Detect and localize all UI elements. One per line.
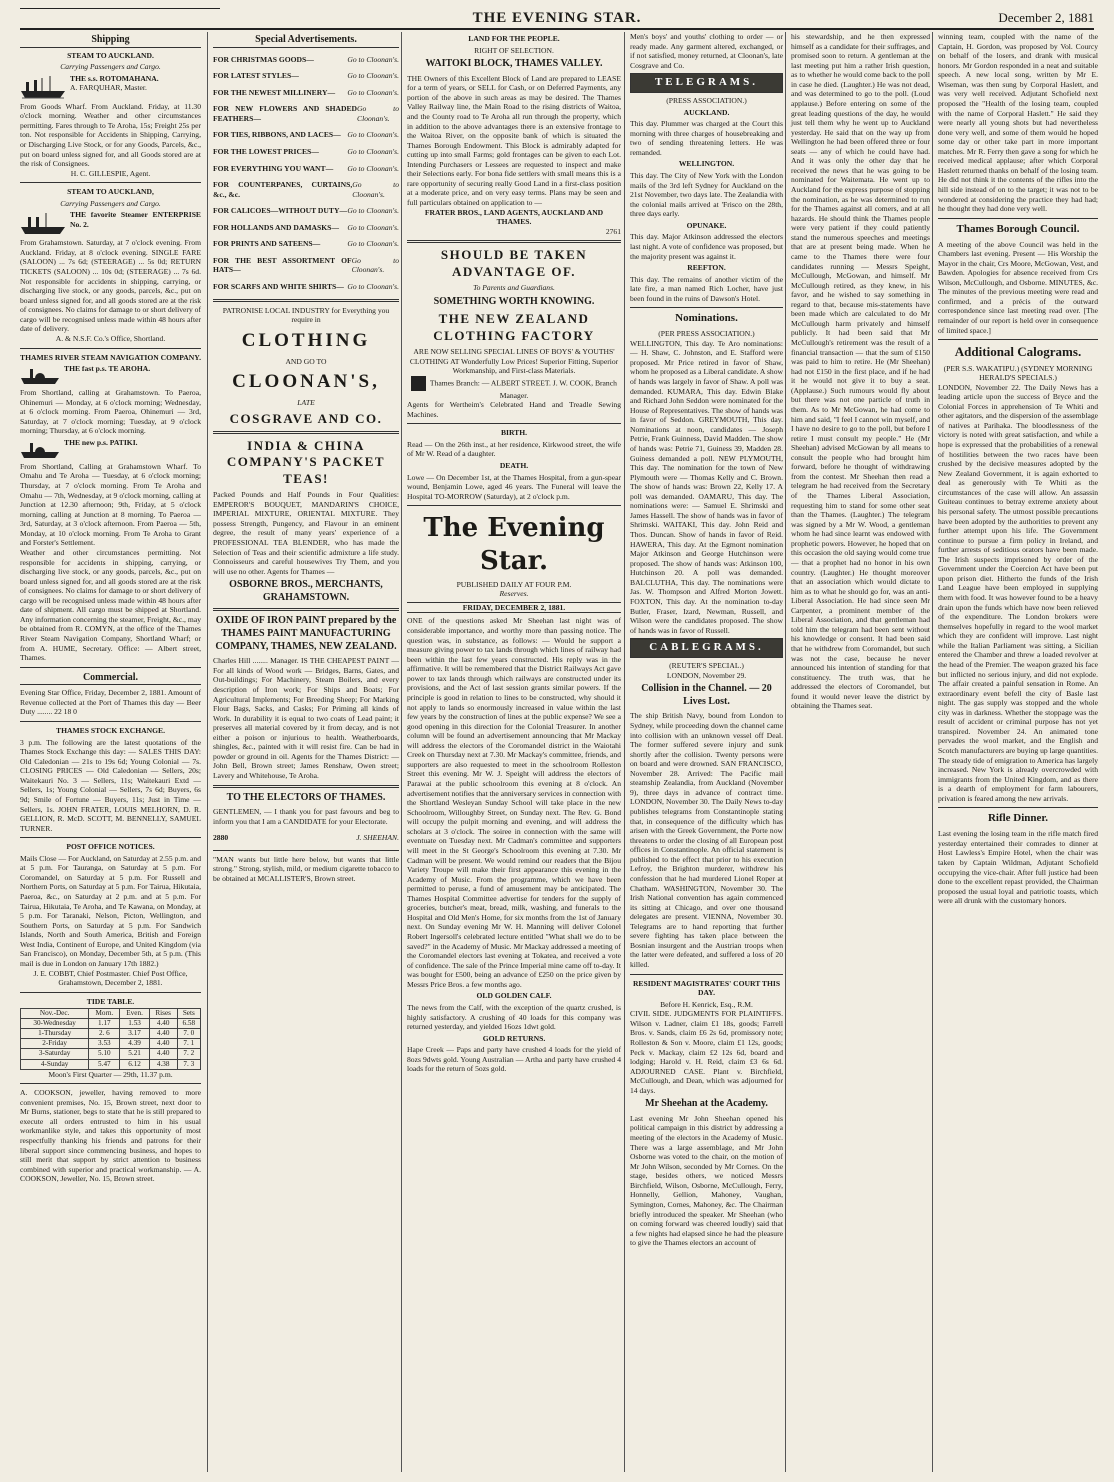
ad-line-item: FOR CHRISTMAS GOODS— bbox=[213, 54, 314, 64]
post-office-body: Mails Close — For Auckland, on Saturday at 2.55 p.m. and at 5 p.m. For Tauranga, on Saturday at 5 p.m. For Coromandel, on Saturday at 5 p.m. For Russell and Northern Ports, on Saturday at 5 p.m. For Tairua, Hikutaia, Paeroa, &c., on Saturday at 2 p.m. and at 5 p.m. For Tairua, Hikutaia, Te Aroha, and Te Kawana, on Monday, at 5 p.m. For Taranaki, Nelson, Picton, Wellington, and Southern Ports, on Saturday at 5 p.m. For Sandwich Islands, North and South America, British and Foreign West India, Continent of Europe, and United Kingdom (via San Francisco), on Monday, December 5th, at 5 p.m. (This mail is due in London on January 17th 1882.) bbox=[20, 853, 201, 968]
tide-cell: 3-Saturday bbox=[21, 1049, 89, 1059]
ad-body: From Goods Wharf. From Auckland. Friday, at 11.30 o'clock morning. Weather and other circumstances permitting. Fares through to Te Aroha, 15s; Freight 25s per ton. Not responsible for Accidents in Shipping, Carrying, or Discharging Live Stock, or for any Goods, Parcels, &c., put on board unless signed for, and all Goods stored are at the risk of Consignees. bbox=[20, 101, 201, 169]
cosgrave-heading: COSGRAVE AND CO. bbox=[229, 410, 383, 426]
divider bbox=[938, 218, 1098, 219]
commercial-heading: Commercial. bbox=[20, 672, 201, 686]
sheehan-body: Last evening Mr John Sheehan opened his political campaign in this district by addressing a meeting of the electors in the Academy of Music. There was a large assemblage, and Mr John Osborne was voted to the chair, on the motion of Mr John Wilson, seconded by Mr Cornes. On the stage, besides others, we noticed Messrs Birchfield, Wilson, Osborne, McCullough, Ferry, Honnelly, Gellion, Mahoney, Vaughan, Symington, Cornes, Mahoney, &c. The Chairman briefly introduced the speaker. Mr Sheehan (who on coming forward was cheered loudly) said that a few nights had elapsed since he had the pleasure to give the Thames electors an account of bbox=[630, 1113, 783, 1248]
auckland-title: AUCKLAND. bbox=[683, 107, 730, 117]
paper-reserves: Reserves. bbox=[499, 589, 529, 599]
cloonan-ad-line bbox=[213, 256, 399, 275]
divider bbox=[20, 667, 201, 668]
ship-name: THE new p.s. PATIKI. bbox=[64, 437, 138, 447]
clothing-notice: Men's boys' and youths' clothing to order — or ready made. Any garment altered, exchanged, or if not satisfied, money returned, at Cloonan's, late Cosgrave and Co. bbox=[630, 32, 783, 70]
cloonan-ad-line bbox=[213, 55, 399, 65]
wellington-title: WELLINGTON. bbox=[678, 159, 735, 169]
tide-cell: 2. 6 bbox=[89, 1029, 120, 1039]
ad-line-shop: Go to Cloonan's. bbox=[347, 206, 399, 216]
clothing-factory-branch bbox=[407, 376, 621, 401]
cloonan-ad-line bbox=[213, 130, 399, 140]
steamer-advert bbox=[20, 364, 201, 386]
cloonan-ad-line bbox=[213, 180, 399, 199]
cablegrams-source: (REUTER'S SPECIAL.) bbox=[669, 661, 744, 671]
ad-line-item: FOR THE NEWEST MILLINERY— bbox=[213, 87, 336, 97]
steamship-icon bbox=[20, 74, 66, 100]
ad-title: STEAM TO AUCKLAND. bbox=[67, 50, 154, 60]
column-special-ads bbox=[207, 32, 403, 1472]
nominations-body: WELLINGTON, This day. Te Aro nominations: — H. Shaw, C. Johnston, and E. Stafford were proposed. Mr Price retired in favor of Shaw, whom he proposed as a Liberal candidate. A show of hands was largely in favor of Shaw. A poll was demanded. KUMARA, This day. Edwin Blake and Richard John Seddon were nominated for the House of Representatives. The show of hands was in favor of Seddon. GREYMOUTH, This day. Nominations at noon, candidates — Joseph Petrie, Frank Guinness, David Madden. The show of hands was: Petrie 71, Guiness 39, Madden 28. Guiness demanded a poll. NEW PLYMOUTH, This day. The nomination for the town of New Plymouth were — Thomas Kelly and C. Brown. The show of hands was: Brown 22, Kelly 17. A poll was demanded. OAMARU, This day. The nominations were: — Samuel E. Shrimski and James Hassell. The show of hands was in favor of Shrimski. WAITAKI, This day. John Reid and Thos. Duncan. Show of hands in favor of Reid. HAWERA, This day. At the Egmont nomination Major Atkinson and George Hutchinson were proposed. The show of hands was: Atkinson 100, Hutchinson 20. A poll was demanded. BALCLUTHA, This day. The nominations were Jas. W. Thompson and Alfred Morton Jowett. FOXTON, This day. At the nomination to-day Butler, Fraser, Izard, Newman, Russell, and Wilson were the candidates proposed. The show of hands was in favor of Russell. bbox=[630, 338, 783, 635]
electors-title: TO THE ELECTORS OF THAMES. bbox=[226, 791, 386, 803]
jeweller-notice: A. COOKSON, jeweller, having removed to more convenient premises, No. 15, Brown street, next door to Mr Burns, stationer, begs to state that he is still prepared to execute all orders entrusted to him in his usual workmanlike style, and takes this opportunity of most respectfully thanking his friends and patrons for their liberal support since commencing business, and hopes to still merit that support by strict attention to business combined with superior and practical workmanship. — A. COOKSON, Jeweller, No. 15, Brown street. bbox=[20, 1088, 201, 1184]
additional-calograms-title: Additional Calograms. bbox=[954, 344, 1082, 360]
cloonan-ad-line bbox=[213, 147, 399, 157]
divider bbox=[630, 974, 783, 975]
tide-row bbox=[21, 1039, 201, 1049]
reefton-body: This day. The remains of another victim of the late fire, a man named Rich Locher, have just been found in the ruins of Dawson's Hotel. bbox=[630, 274, 783, 303]
telegrams-source: (PRESS ASSOCIATION.) bbox=[666, 96, 747, 106]
ad-line-item: FOR HOLLANDS AND DAMASKS— bbox=[213, 222, 339, 232]
auckland-body: This day. Plummer was charged at the Court this morning with three charges of housebreaking and two of sending threatening letters. He was remanded. bbox=[630, 119, 783, 157]
ship-master: A. FARQUHAR, Master. bbox=[70, 83, 147, 93]
masthead bbox=[20, 6, 1094, 30]
divider bbox=[20, 721, 201, 722]
ad-line-item: FOR NEW FLOWERS AND SHADED FEATHERS— bbox=[213, 104, 358, 123]
ship-name: THE favorite Steamer ENTERPRISE No. 2. bbox=[70, 210, 201, 229]
column-rifle-and-calograms bbox=[932, 32, 1100, 1472]
ad-line-item: FOR LATEST STYLES— bbox=[213, 71, 299, 81]
ad-line-shop: Go to Cloonan's. bbox=[357, 104, 399, 123]
tide-cell: 4.40 bbox=[149, 1039, 177, 1049]
steamer-advert bbox=[20, 74, 201, 100]
clothing-factory-title: SHOULD BE TAKEN ADVANTAGE OF. bbox=[440, 247, 588, 279]
clothing-heading: CLOTHING bbox=[241, 329, 371, 351]
masthead-rule bbox=[20, 8, 220, 9]
tide-table-header bbox=[21, 1009, 201, 1019]
divider bbox=[407, 505, 621, 506]
tea-body: Packed Pounds and Half Pounds in Four Qualities: EMPEROR'S BOUQUET, MANDARIN'S CHOICE, IMPERIAL MIXTURE, ORIENTAL MIXTURE. They possess Strength, Pungency, and Flavour in an eminent degree, the result of many years' experience of a PROFESSIONAL TEA BLENDER, who has made the Selection of Teas and their scientific admixture a life study. Connoisseurs and careful housewives Try Them, and you will use no other. Agents for Thames — bbox=[213, 490, 399, 576]
ad-line-item: FOR CALICOES—WITHOUT DUTY— bbox=[213, 206, 348, 216]
tide-row bbox=[21, 1019, 201, 1029]
paddle-steamer-icon bbox=[20, 364, 60, 386]
tide-column-header: Morn. bbox=[89, 1009, 120, 1019]
steamer-advert bbox=[20, 438, 201, 460]
divider bbox=[938, 339, 1098, 340]
ad-line-item: FOR THE LOWEST PRICES— bbox=[213, 146, 319, 156]
ship-name: THE fast p.s. TE AROHA. bbox=[64, 364, 151, 374]
commercial-body: Evening Star Office, Friday, December 2, 1881. Amount of Revenue collected at the Port of Thames this day — Beer Duty ........ 22 18 0 bbox=[20, 688, 201, 717]
clothing-factory-sub: To Parents and Guardians. bbox=[473, 283, 555, 293]
gold-returns-title: GOLD RETURNS. bbox=[482, 1033, 546, 1043]
telegrams-banner: TELEGRAMS. bbox=[630, 73, 783, 93]
birth-title: BIRTH. bbox=[500, 428, 528, 438]
tide-row bbox=[21, 1029, 201, 1039]
tide-cell: 30-Wednesday bbox=[21, 1019, 89, 1029]
tide-cell: 7. 3 bbox=[177, 1059, 200, 1069]
divider bbox=[20, 837, 201, 838]
electors-footer bbox=[213, 833, 399, 843]
cloonan-ad-line bbox=[213, 239, 399, 249]
ad-line-shop: Go to Cloonan's. bbox=[347, 282, 399, 292]
ad-subtitle: Carrying Passengers and Cargo. bbox=[60, 62, 161, 72]
divider bbox=[20, 348, 201, 349]
newspaper-title: THE EVENING STAR. bbox=[472, 10, 642, 26]
ship-name: THE s.s. ROTOMAHANA. bbox=[70, 73, 159, 83]
cloonans-heading: CLOONAN'S, bbox=[232, 371, 380, 393]
branch-text: Thames Branch: — ALBERT STREET. J. W. COOK, Branch Manager. bbox=[429, 377, 617, 400]
opunake-body: This day. Major Atkinson addressed the electors last night. A vote of confidence was proposed, but the majority present was against it. bbox=[630, 232, 783, 261]
divider bbox=[20, 182, 201, 183]
cloonan-ad-line bbox=[213, 223, 399, 233]
tide-note: Moon's First Quarter — 29th, 11.37 p.m. bbox=[48, 1069, 173, 1079]
tide-cell: 5.10 bbox=[89, 1049, 120, 1059]
paddle-steamer-icon bbox=[20, 438, 60, 460]
death-body: Lowe — On December 1st, at the Thames Hospital, from a gun-spear wound, Benjamin Lowe, aged 46 years. The Funeral will leave the Hospital TO-MORROW (Saturday), at 2 o'clock p.m. bbox=[407, 472, 621, 501]
cloonan-ad-line bbox=[213, 206, 399, 216]
tide-cell: 4.40 bbox=[149, 1029, 177, 1039]
ad-line-shop: Go to Cloonan's. bbox=[347, 146, 399, 156]
reefton-title: REEFTON. bbox=[687, 263, 726, 273]
rifle-dinner-title: Rifle Dinner. bbox=[987, 812, 1049, 825]
ad-line-shop: Go to Cloonan's. bbox=[347, 130, 399, 140]
tide-cell: 3.53 bbox=[89, 1039, 120, 1049]
tea-agent: OSBORNE BROS., MERCHANTS, GRAHAMSTOWN. bbox=[229, 579, 383, 603]
post-office-title: POST OFFICE NOTICES. bbox=[66, 842, 155, 852]
ad-signature: H. C. GILLESPIE, Agent. bbox=[70, 168, 151, 178]
special-ads-heading: Special Advertisements. bbox=[213, 34, 399, 48]
death-title: DEATH. bbox=[499, 461, 529, 470]
leader-date: FRIDAY, DECEMBER 2, 1881. bbox=[407, 602, 621, 614]
ad-body: From Shortland, Calling at Grahamstown Wharf. To Omahu and Te Aroha — Tuesday, at 6 o'clock morning; Thursday, at 7 o'clock morning. From Te Aroha and Omahu — 7th, Wednesday, at 9 o'clock morning, calling at Junction at 12.30 afternoon; 9th, Friday, at 5 o'clock morning, calling at Junction at 8 morning. To Paeroa — 3rd, Saturday, at 3 o'clock afternoon. From Paeroa — 5th, Monday, at 10 o'clock morning. From Te Aroha to Grant and Forster's Settlement. bbox=[20, 461, 201, 548]
tide-row bbox=[21, 1049, 201, 1059]
divider bbox=[20, 992, 201, 993]
cloonan-ad-line bbox=[213, 71, 399, 81]
tide-cell: 1.17 bbox=[89, 1019, 120, 1029]
tide-cell: 4.39 bbox=[120, 1039, 149, 1049]
cloonan-ad-line bbox=[213, 282, 399, 292]
stock-exchange-title: THAMES STOCK EXCHANGE. bbox=[56, 726, 165, 735]
electors-signature: J. SHEEHAN. bbox=[356, 833, 399, 843]
cloonan-ad-line bbox=[213, 164, 399, 174]
cloonan-ad-line bbox=[213, 88, 399, 98]
additional-calograms-body: LONDON, November 22. The Daily News has a leading article upon the success of Bryce and the Colonial Forces in apprehension of Te Whiti and other agitators, and the dispersion of the assemblage of natives at Parihaka. The bloodlessness of the victory is noted with great satisfaction, and while a hope is expressed that the probabilities of a renewal of hostilities between the two races have been crushed by the decisive measures adopted by the New Zealand Government, it is again exhorted to deal as generously with Te Whiti as the circumstances of the case will allow. An assassin Guiteau continues to betray extreme anxiety about his personal safety. The utmost possible precautions have been adopted by the authorities to prevent any further attempt upon his life. The Government continue to pursue a firm policy in Ireland, and further arrests of seditious orators have been made. The Irish suspects imprisoned by order of the Government under the Coercion Act have been put upon prison diet. Hitherto the funds of the Irish Land League have been employed in supplying them with food. It was however found to be a heavy drain upon the funds which have now been relieved of the expenditure. The London brokers were themselves hopefully in regard to the wool market which they are confident will improve. Last night while the Italian Parliament was sitting, a Sicilian entered the Chamber and threw a loaded revolver at the head of the Premier. The weapon grazed his face but inflicted no serious injury, and did not explode. The affair created a painful sensation in Rome. An extraordinary event befell the city of Basle last night. The gas supply was stopped and the whole city was in darkness. Whether the stoppage was the result of accident or criminal purpose has not yet transpired. November 24. An animated tone pervades the wool market, and the English and Scotch manufacturers are buying up large quantities. The steady tide of emigration to America has largely increased. New York is already overcrowded with immigrants from the United Kingdom, and as there is a dearth of employment for farm labourers, privation is feared among the new arrivals. bbox=[938, 382, 1098, 803]
clothing-factory-tail: Agents for Wertheim's Celebrated Hand and Treadle Sewing Machines. bbox=[407, 400, 621, 419]
ad-line-shop: Go to Cloonan's. bbox=[347, 163, 399, 173]
clothing-factory-brand: THE NEW ZEALAND CLOTHING FACTORY bbox=[433, 311, 595, 343]
additional-calograms-source: (PER S.S. WAKATIPU.) (SYDNEY MORNING HERALD'S SPECIALS.) bbox=[943, 363, 1093, 383]
rm-court-title: RESIDENT MAGISTRATES' COURT THIS DAY. bbox=[632, 978, 781, 998]
electors-body: GENTLEMEN, — I thank you for past favours and beg to inform you that I am a CANDIDATE for your Electorate. bbox=[213, 807, 399, 826]
post-office-signature: J. E. COBBT, Chief Postmaster. Chief Post Office, Grahamstown, December 2, 1881. bbox=[33, 968, 188, 988]
cloonan-ad-line bbox=[213, 104, 399, 123]
steamship-icon bbox=[20, 210, 66, 236]
column-land-and-leader bbox=[401, 32, 625, 1472]
ad-line-item: FOR SCARFS AND WHITE SHIRTS— bbox=[213, 282, 344, 292]
ad-subtitle: Carrying Passengers and Cargo. bbox=[60, 198, 161, 208]
sheehan-speech-continued: his stewardship, and he then expressed himself as a candidate for their suffrages, and promised soon to return. A gentleman at the last meeting put him a rather Irish question, as to whether he would come back to the poll in case he died. (Laughter.) He was not dead, and was determined to go to the poll. (Loud applause.) Before entering on some of the great leading questions of the day, he would just tell them why he went up to Auckland yesterday. He said that on the way up from Wellington he had been offered three or four seats — any of which he could have had. And it was only the other day that he received the news that he was going to be nominated for Waitemata. He went up to Auckland for the express purpose of stopping the nomination, as he was determined to run for the Thames against all comers, and at all hazards. He should think the Thames people were very patient if they could patiently stand the numerous speeches and meetings that are at present being made. When he came to the Thames there were four candidates running — Messrs Speight, McCullough, McGowan, and himself. Mr McCullough retired, as they knew, in his favor, and he wished to say something in regard to that, because mis-statements have been made which are calculated to do Mr McCullough harm privately and himself publicly. It had been said that Mr McCullough's retirement was the result of a financial transaction — that the sum of £150 was paid to him to retire. He (Mr Sheehan) had not £150 in the first place, and if he had it he would not give it to buy a seat. (Applause.) Such rumours would fly about but there was not one particle of truth in them. As to Mr McGowan, he had come to him and said, "I feel I cannot win myself, and I have no desire to go to the poll, but before I retire I must consult my people." He (Mr Sheehan) advised McGowan by all means to consult the people who had brought him forward, before he thought of withdrawing from the contest. Mr Sheehan then read a telegram he had received from the Secretary of the Thames Liberal Association, requesting him to stand for some other seat than the Thames. (Laughter.) The telegram was signed by a Mr W. Wood, a gentleman whom he had since learnt was endowed with prophetic powers. However, he hoped that on this occasion the old saying would come true — that a prophet had no honor in his own country. (Laughter.) He thought moreover that an association which would dictate to him as to what he should go for, was an anti-Liberal Association. He had since seen Mr Carpenter, a prominent member of the Liberal Association, and that gentleman had told him the telegram had been sent without his knowledge or consent. It had been said that he withdrew from Coromandel, but such was not the case, because he never announced his intention of standing for that constituency. The truth was, that he addressed the electors of Coromandel, but found it would never leave the district by obtaining the Thames seat. bbox=[791, 32, 930, 711]
ad-line-shop: Go to Cloonan's. bbox=[347, 71, 399, 81]
divider bbox=[213, 850, 399, 851]
ad-line-item: FOR TIES, RIBBONS, AND LACES— bbox=[213, 130, 341, 140]
birth-body: Read — On the 26th inst., at her residence, Kirkwood street, the wife of Mr W. Read of a daughter. bbox=[407, 439, 621, 459]
ad-line-item: FOR EVERYTHING YOU WANT— bbox=[213, 163, 334, 173]
divider bbox=[407, 423, 621, 424]
tide-table-title: TIDE TABLE. bbox=[86, 996, 135, 1006]
pointing-hand-icon bbox=[411, 376, 426, 391]
ad-body: From Shortland, calling at Grahamstown. To Paeroa, Ohinemuri — Monday, at 6 o'clock morning; Wednesday, at 6 o'clock morning. From Paeroa, Ohinemuri — 3rd, Saturday, at 7 o'clock morning; Tuesday, at 9 o'clock morning; Thursday, at 6 o'clock morning. bbox=[20, 388, 201, 436]
tide-column-header: Even. bbox=[120, 1009, 149, 1019]
ad-line-shop: Go to Cloonan's. bbox=[347, 239, 399, 249]
tea-title: INDIA & CHINA COMPANY'S PACKET TEAS! bbox=[226, 438, 386, 486]
tide-column-header: Sets bbox=[177, 1009, 200, 1019]
issue-date: December 2, 1881 bbox=[998, 10, 1094, 25]
paint-body: Charles Hill ........ Manager. IS THE CHEAPEST PAINT — For all kinds of Wood work — Bridges, Barns, Gates, and Out-buildings; For Machinery, Steam Boilers, and every description of Iron work; For Ships and Boats; For Agricultural Implements; For Breeding Sheep; For Marking Flour Bags, Sacks, and Casks; For Priming all kinds of Work. In durability it is equal to two coats of Lead paint; it preserves all material covered by it from decay, and is not either a poison or injurious to health. Weatherboards, shingles, &c., painted with it will resist fire. Can be had in powder or ground in oil. Agents for the Thames District: — John Bell, Brown street; James Renshaw, Owen street; Lavery and Whitehouse, Te Aroha. bbox=[213, 656, 399, 780]
borough-council-title: Thames Borough Council. bbox=[956, 222, 1080, 235]
rm-court-sub: Before H. Kenrick, Esq., R.M. bbox=[660, 999, 753, 1009]
gold-returns-body: Hape Creek — Paps and party have crushed 4 loads for the yield of 8ozs 9dwts gold. Young Australian — Artha and party have crushed 4 loads for the return of 5ozs gold. bbox=[407, 1045, 621, 1074]
ad-title: STEAM TO AUCKLAND, bbox=[67, 187, 154, 197]
tide-row bbox=[21, 1059, 201, 1069]
ad-line-item: FOR COUNTERPANES, CURTAINS, &c., &c. bbox=[213, 180, 353, 199]
tide-cell: 5.47 bbox=[89, 1059, 120, 1069]
tide-table bbox=[20, 1008, 201, 1069]
cablegrams-banner: CABLEGRAMS. bbox=[630, 638, 783, 658]
divider bbox=[213, 785, 399, 788]
divider bbox=[20, 1083, 201, 1084]
tide-cell: 3.17 bbox=[120, 1029, 149, 1039]
collision-headline: Collision in the Channel. — 20 Lives Lost. bbox=[641, 683, 772, 707]
ad-body: From Grahamstown. Saturday, at 7 o'clock evening. From Auckland. Friday, at 8 o'clock evening. SINGLE FARE (SALOON) ... 7s 6d; (STEERAGE) ... 5s 0d; RETURN TICKETS (SALOON) ... 10s 0d; (STEERAGE) ... 7s 6d. Not responsible for accidents in shipping, carrying, or discharging live stock, or any goods, parcels, &c., put on board unless signed for, and all goods stored are at the risk of consignees. No claims for damage to or short delivery of cargo will be recognised unless made within 48 hours after date of delivery. bbox=[20, 238, 201, 334]
land-signature: FRATER BROS., LAND AGENTS, AUCKLAND AND THAMES. bbox=[424, 207, 604, 227]
land-ad-number: 2761 bbox=[605, 226, 621, 236]
column-telegrams bbox=[624, 32, 787, 1472]
wellington-body: This day. The City of New York with the London mails of the 3rd left Sydney for Auckland on the 21st November, two days late. The Zealandia with the colonial mails arrived at 'Frisco on the 28th, three days early. bbox=[630, 171, 783, 219]
rifle-dinner-body: Last evening the losing team in the rifle match fired yesterday entertained their comrades to dinner at Host Lawless's Empire Hotel, when the chair was taken by Captain Wildman, Adjutant Schofield occupying the vice-chair. After full justice had been done to the excellent repast provided, the Chairman proposed the usual loyal and patriotic toasts, which were all drunk with the customary honors. bbox=[938, 829, 1098, 906]
land-body: THE Owners of this Excellent Block of Land are prepared to LEASE for a term of years, or SELL for Cash, or on Deferred Payments, any portion of the above in such areas as may be desired. The Thames Valley Railway line, the Main Road to the rising districts of Waitoa, and the County road to Te Aroha all run through the property, which in addition to the above advantages there is an extensive frontage to the Waitoa River, on the opposite bank of which is situated the Thames Borough Endowment. This Block is admirably adapted for cutting up into small Farms; gold frontages can be given to each Lot. Intending Purchasers or Lessees are requested to inspect and make their Selections early. For bona fide settlers with small means this is a rare opportunity of securing really Good Land in a first-class position at a moderate price, and on very easy terms. Plans may be seen and full particulars obtained on application to — bbox=[407, 73, 621, 208]
ad-title: THAMES RIVER STEAM NAVIGATION COMPANY. bbox=[20, 352, 201, 362]
borough-council-body: A meeting of the above Council was held in the Chambers last evening. Present — His Worship the Mayor in the chair, Crs Moore, McGowan, Vest, and Bawden. Apologies for absence received from Crs Wilson, McCullough, and Osborne. MINUTES, &c. The minutes of the previous meeting were read and confirmed, and a précis of the outward correspondence since last meeting read over. [The remainder of our report is held over in consequence of limited space.] bbox=[938, 239, 1098, 335]
tide-cell: 1.53 bbox=[120, 1019, 149, 1029]
nominations-source: (PER PRESS ASSOCIATION.) bbox=[658, 329, 755, 339]
sheehan-headline: Mr Sheehan at the Academy. bbox=[645, 1098, 768, 1110]
tide-cell: 6.12 bbox=[120, 1059, 149, 1069]
tide-cell: 4.40 bbox=[149, 1049, 177, 1059]
column-shipping bbox=[20, 32, 205, 1472]
tide-cell: 2-Friday bbox=[21, 1039, 89, 1049]
divider bbox=[213, 608, 399, 611]
leader-body: ONE of the questions asked Mr Sheehan last night was of considerable importance, and worthy more than passing notice. The question was, in substance, as follows: — Would he support a measure giving power to tax lands through which lines of railway had been within the last few years constructed. His reply was in the affirmative. It will be remembered that the District Railways Act gave power to tax lands through which railways are constructed under its provisions, and the Act of last session grants similar powers. If the principle is good in relation to lines to be constructed, why should it not apply to lands so enormously increased in value within the last few years by the construction of lines at the public expense? We see a good opening in this direction for the Colonial Treasurer. In another column will be found an advertisement announcing that Mr Mackay will address the electors of the Coromandel district in the Waiotahi Creek on Thursday next at 7.30. Mr Mackay's committee, friends, and supporters are also requested to meet in the schoolroom Rolleston Street this evening. Mr W. J. Speight will address the electors of Parawai at the public schoolroom this evening at 8 o'clock. An advertisement notifies that the anniversary services in connection with the Shortland Wesleyan Sunday School will take place in the new Schoolroom, Willoughby Street, on Sunday next. The Rev. G. Bond will occupy the pulpit morning and evening, and will address the scholars at 3 o'clock. The soiree in connection with the same will eventuate on Tuesday next. Mr Cadman's committee and supporters will meet in the St George's Schoolroom this evening at 7.30. Mr Cadman will be present. We would remind our readers that the Bijou Variety Troupe will make their first appearance this evening in the Academy of Music. From the programme, which we have been permitted to peruse, a fund of amusement may be anticipated. The Thames Hospital Committee advertise for tenders for the supply of groceries, butcher's meat, bread, milk, washing, and funerals to the Hospital and Old Men's Home, for six months from the 1st of January next. On Sunday evening Mr W. H. Manning will deliver Colonel Robert Ingersoll's celebrated lecture entitled "What shall we do to be saved?" in the Academy of Music. Mr Mackay addressed a meeting of the Coromandel electors last evening at Tokatea, and received a vote of confidence. The sale of the Prince Imperial mine came off to-day. It was bought for £500, being an advance of £250 on the price given by Messrs Price Bros. a few months ago. bbox=[407, 616, 621, 989]
electors-ad-number: 2880 bbox=[213, 833, 229, 843]
opunake-title: OPUNAKE. bbox=[686, 220, 727, 230]
tide-column-header: Rises bbox=[149, 1009, 177, 1019]
land-subtitle: RIGHT OF SELECTION. bbox=[474, 45, 554, 55]
collision-body: The ship British Navy, bound from London to Sydney, while proceeding down the channel came into collision with an unknown vessel off Deal. The former suffered severe injury and sunk shortly after the collision. Twenty persons were on board and were drowned. SAN FRANCISCO, November 28. Arrived: The Pacific mail steamship Zealandia, from Auckland (November 9), three days in advance of contract time. LONDON, November 30. The Daily News to-day publishes telegrams from Constantinople stating that, in consequence of the difficulty which has arisen with the Greek Government, the Porte now threatens to order the closing of all European post offices in Constantinople. An official statement is published to the effect that prior to his execution Lefroy, the Brighton murderer, withdrew his confession that he had murdered Lionel Roper at Chatham. WASHINGTON, November 30. The Irish National convention has again commenced its sitting at Chicago, and over one thousand delegates are present. VIENNA, November 30. Telegrams are to hand reporting that further severe fighting has taken place between the Bosnian insurgent and the Austrian troops when the latter were defeated, and suffered a loss of 20 killed. bbox=[630, 711, 783, 970]
tide-cell: 4-Sunday bbox=[21, 1059, 89, 1069]
column-sheehan-speech bbox=[785, 32, 934, 1472]
tide-cell: 7. 2 bbox=[177, 1049, 200, 1059]
ad-body: Weather and other circumstances permitting. Not responsible for accidents in shipping, carrying, or discharging live stock, or any goods, parcels, &c., put on board unless signed for, and all goods stored are at the risk of consignees. No claims for damage to or short delivery of cargo will be recognised unless made within 48 hours after date of shipment. All cargo must be shipped at Shortland. Any information concerning the steamer, Freight, &c., may be obtained from R. COMYN, at the office of the Thames River Steam Navigation Company, Shortland Wharf; or from A. HUME, Secretary. Office: — Albert street, Thames. bbox=[20, 547, 201, 663]
old-golden-calf-title: OLD GOLDEN CALF. bbox=[476, 991, 552, 1001]
divider bbox=[213, 299, 399, 302]
tide-cell: 4.38 bbox=[149, 1059, 177, 1069]
ad-line-shop: Go to Cloonan's. bbox=[347, 87, 399, 97]
paper-subtitle: PUBLISHED DAILY AT FOUR P.M. bbox=[456, 579, 572, 589]
ad-line-shop: Go to Cloonan's. bbox=[347, 222, 399, 232]
and-go-to: AND GO TO bbox=[285, 356, 327, 366]
tide-cell: 4.40 bbox=[149, 1019, 177, 1029]
ad-line-item: FOR THE BEST ASSORTMENT OF HATS— bbox=[213, 255, 352, 275]
rifle-report-continued: winning team, coupled with the name of the Captain, H. Gordon, was proposed by Vol. Courcy on behalf of the losers, and drank with musical honors. Mr Gordon responded in a neat and suitable speech. A new local song, written by Mr E. Wiseman, was then sung by Corporal Haslett, and was very well received. Adjutant Schofield next proposed the "Health of the losing team, coupled with the name of Corporal Haslett." He said they were nearly all young shots but had nevertheless done very well, and some of them would he hoped some day or other take part in more important matches. Mr R. Ferry then gave a song for which he received medical applause; after which Corporal Haslett returned thanks on behalf of the losing team. He did not think it the contents of the rifles into the hill side instead of on to the target; it was not to be wondered at considering the practice they had had; he thought they had done very well. bbox=[938, 32, 1098, 214]
paper-nameplate: The Evening Star. bbox=[423, 513, 605, 576]
clothing-factory-body: ARE NOW SELLING SPECIAL LINES OF BOYS' & YOUTHS' CLOTHING AT Wonderfully Low Prices! Superior Fitting, Superior Workmanship, and First-class Materials. bbox=[409, 346, 619, 376]
nominations-title: Nominations. bbox=[675, 312, 738, 325]
late-label: LATE bbox=[297, 398, 315, 408]
tide-cell: 7. 0 bbox=[177, 1029, 200, 1039]
steamer-advert bbox=[20, 210, 201, 236]
ad-line-shop: Go to Cloonan's. bbox=[347, 54, 399, 64]
land-title: LAND FOR THE PEOPLE. bbox=[468, 34, 560, 43]
tobacco-notice: "MAN wants but little here below, but wants that little strong." Strong, stylish, mild, or medium cigarette tobacco to be obtained at MCALLISTER'S, Brown street. bbox=[213, 854, 399, 883]
tide-column-header: Nov.-Dec. bbox=[21, 1009, 89, 1019]
divider bbox=[938, 807, 1098, 808]
cablegrams-dateline: LONDON, November 29. bbox=[666, 670, 747, 680]
patronise-line: PATRONISE LOCAL INDUSTRY for Everything you require in bbox=[222, 305, 390, 325]
paint-title: OXIDE OF IRON PAINT prepared by the THAMES PAINT MANUFACTURING COMPANY, THAMES, NEW ZEALAND. bbox=[215, 615, 397, 652]
old-golden-calf-body: The news from the Calf, with the exception of the quartz crushed, is highly satisfactory. A crushing of 40 loads for this company was returned yesterday, and yielded 16ozs 1dwt gold. bbox=[407, 1002, 621, 1032]
cloonan-ad-lines bbox=[213, 55, 399, 292]
divider bbox=[407, 240, 621, 243]
waitoki-heading: WAITOKI BLOCK, THAMES VALLEY. bbox=[425, 58, 603, 70]
divider bbox=[630, 307, 783, 308]
ad-signature: A. & N.S.F. Co.'s Office, Shortland. bbox=[55, 333, 166, 343]
tide-cell: 6.58 bbox=[177, 1019, 200, 1029]
ad-line-item: FOR PRINTS AND SATEENS— bbox=[213, 239, 321, 249]
something-worth-knowing: SOMETHING WORTH KNOWING. bbox=[433, 295, 595, 307]
ad-line-shop: Go to Cloonan's. bbox=[352, 180, 399, 199]
shipping-heading: Shipping bbox=[20, 34, 201, 48]
stock-exchange-body: 3 p.m. The following are the latest quotations of the Thames Stock Exchange this day: — SALES THIS DAY: Old Caledonian — 21s to 19s 6d; Young Colonial — 7s. CLOSING PRICES — Old Caledonian — Sellers, 20s; Waitekauri No. 3 — Sellers, 11s; Waitekauri Extd — Sellers, 1s; Young Colonial — Sellers, 7s 6d; Buyers, 6s 9d; Smile of Fortune — Buyers, 11s; Just in Time — Sellers, 1s. JOHN FRATER, LOUIS MELHORN, D. R. GELLION, R. McD. SCOTT, M. BENNELLY, SAMUEL TURNER. bbox=[20, 737, 201, 833]
tide-cell: 5.21 bbox=[120, 1049, 149, 1059]
tide-cell: 1-Thursday bbox=[21, 1029, 89, 1039]
ad-line-shop: Go to Cloonan's. bbox=[351, 255, 399, 275]
tide-cell: 7. 1 bbox=[177, 1039, 200, 1049]
divider bbox=[213, 431, 399, 434]
rm-court-body: CIVIL SIDE. JUDGMENTS FOR PLAINTIFFS. Wilson v. Ladner, claim £1 18s, goods; Farrell Bros. v. Sands, claim £6 2s 6d, promissory note; Rolleston & Son v. Moore, claim £1 12s, goods; Peck v. Mackay, claim £2 12s 6d, board and lodging; Harold v. H. Reid, claim £3 6s 6d. ADJOURNED CASE. Plant v. Birchfield, McCullough, and Dean, which was adjourned for 14 days. bbox=[630, 1009, 783, 1095]
